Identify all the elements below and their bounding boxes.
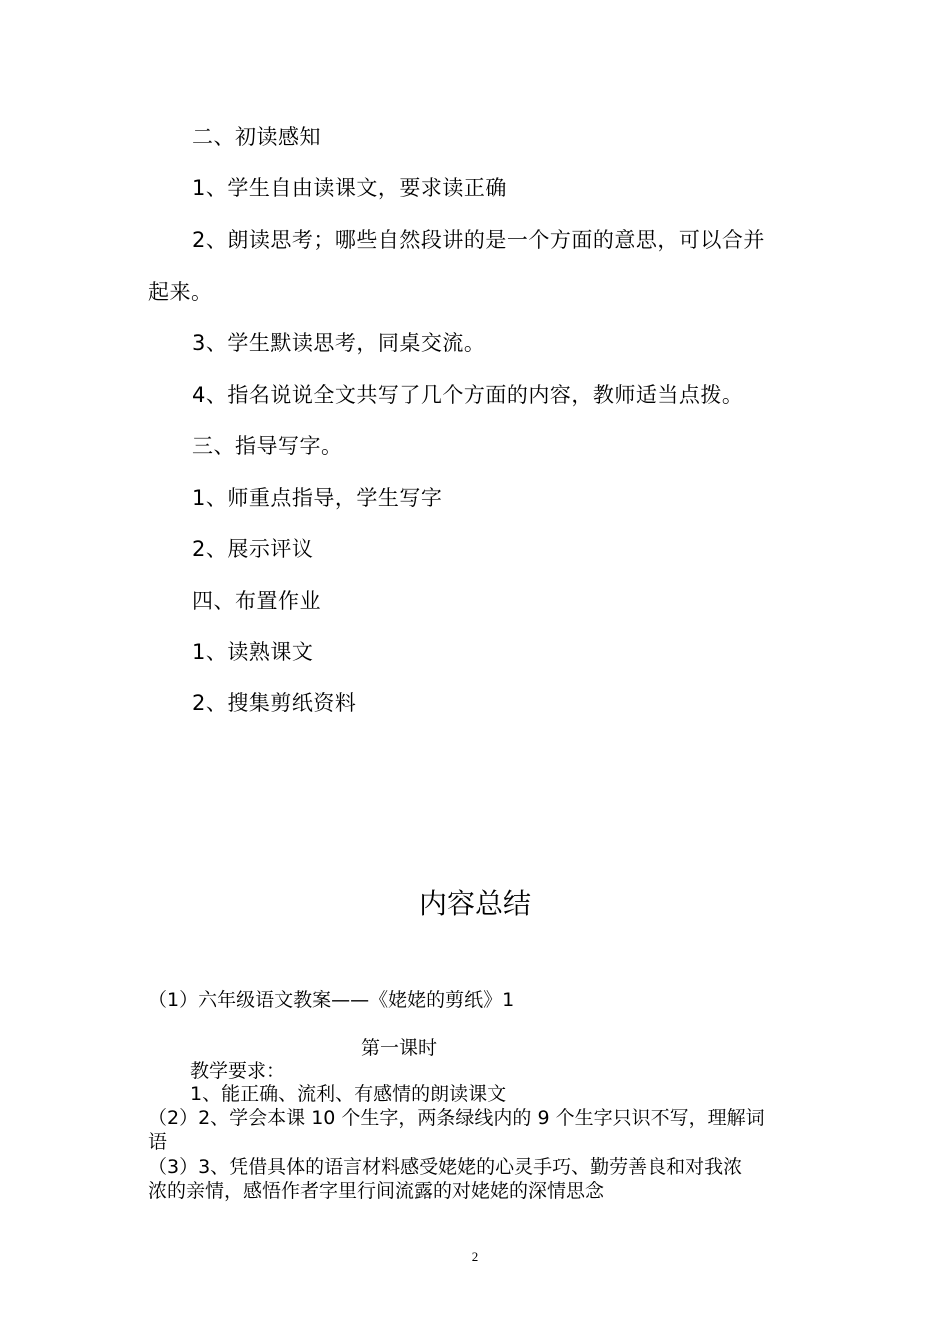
summary-item-continuation: 语 xyxy=(148,1131,168,1153)
list-item: 1、读熟课文 xyxy=(192,640,314,664)
list-item: 2、搜集剪纸资料 xyxy=(192,691,357,715)
list-item: 1、学生自由读课文，要求读正确 xyxy=(192,176,507,200)
summary-item: （3）3、凭借具体的语言材料感受姥姥的心灵手巧、勤劳善良和对我浓 xyxy=(148,1156,743,1178)
page-number: 2 xyxy=(471,1249,479,1264)
list-item-continuation: 起来。 xyxy=(148,280,213,304)
summary-item-continuation: 浓的亲情，感悟作者字里行间流露的对姥姥的深情思念 xyxy=(148,1180,605,1202)
summary-item: （1）六年级语文教案——《姥姥的剪纸》1 xyxy=(148,989,515,1011)
summary-title: 内容总结 xyxy=(418,887,531,920)
section-heading: 二、初读感知 xyxy=(192,125,321,149)
section-heading: 四、布置作业 xyxy=(192,589,321,613)
list-item: 1、师重点指导，学生写字 xyxy=(192,486,443,510)
summary-subheading: 第一课时 xyxy=(361,1037,438,1059)
section-heading: 三、指导写字。 xyxy=(192,434,343,458)
list-item: 3、学生默读思考，同桌交流。 xyxy=(192,331,486,355)
list-item: 2、朗读思考；哪些自然段讲的是一个方面的意思，可以合并 xyxy=(192,228,765,252)
list-item: 4、指名说说全文共写了几个方面的内容，教师适当点拨。 xyxy=(192,383,744,407)
summary-item: 1、能正确、流利、有感情的朗读课文 xyxy=(190,1083,507,1105)
summary-item: （2）2、学会本课 10 个生字，两条绿线内的 9 个生字只识不写，理解词 xyxy=(148,1107,765,1129)
summary-item: 教学要求： xyxy=(190,1060,286,1082)
list-item: 2、展示评议 xyxy=(192,537,314,561)
